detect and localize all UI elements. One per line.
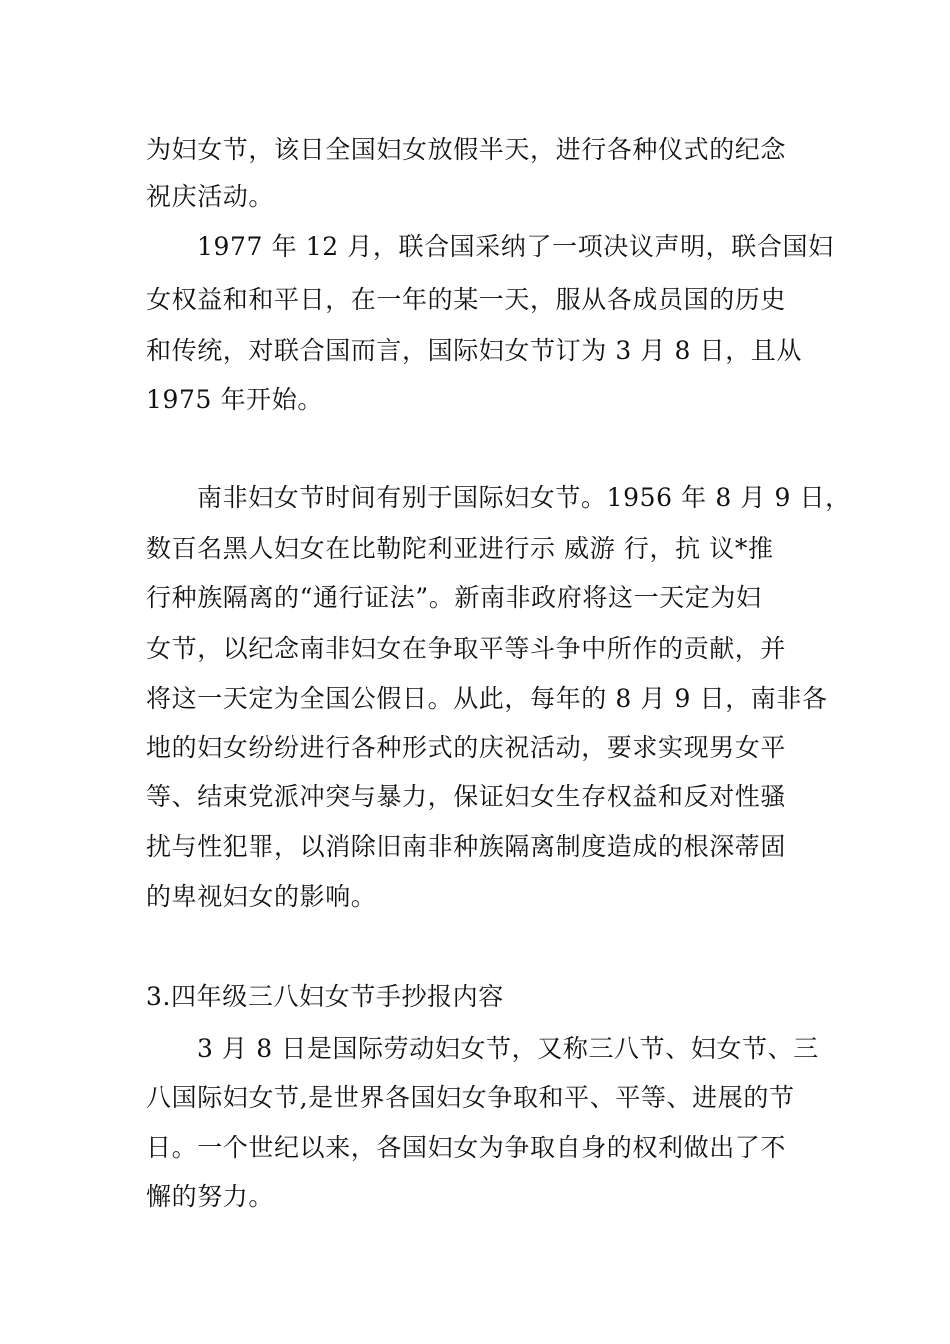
text-line: 地的妇女纷纷进行各种形式的庆祝活动，要求实现男女平: [146, 733, 787, 762]
text-line: 1975 年开始。: [146, 385, 323, 414]
text-line: 祝庆活动。: [146, 182, 275, 211]
text-line: 行种族隔离的“通行证法”。新南非政府将这一天定为妇: [146, 583, 762, 612]
text-line: 的卑视妇女的影响。: [146, 882, 377, 911]
text-line: 等、结束党派冲突与暴力，保证妇女生存权益和反对性骚: [146, 782, 787, 811]
text-line: 和传统，对联合国而言，国际妇女节订为 3 月 8 日，且从: [146, 336, 803, 365]
paragraph-first-line: 3 月 8 日是国际劳动妇女节，又称三八节、妇女节、三: [197, 1034, 819, 1063]
text-line: 懈的努力。: [146, 1182, 275, 1211]
section-heading: 3.四年级三八妇女节手抄报内容: [146, 982, 504, 1011]
text-line: 为妇女节，该日全国妇女放假半天，进行各种仪式的纪念: [146, 135, 787, 164]
text-line: 女权益和和平日，在一年的某一天，服从各成员国的历史: [146, 285, 787, 314]
text-line: 将这一天定为全国公假日。从此，每年的 8 月 9 日，南非各: [146, 684, 828, 713]
text-line: 女节，以纪念南非妇女在争取平等斗争中所作的贡献，并: [146, 634, 787, 663]
text-line: 扰与性犯罪，以消除旧南非种族隔离制度造成的根深蒂固: [146, 832, 787, 861]
text-line: 数百名黑人妇女在比勒陀利亚进行示 威游 行，抗 议*推: [146, 534, 774, 563]
paragraph-first-line: 南非妇女节时间有别于国际妇女节。1956 年 8 月 9 日，: [197, 483, 851, 512]
text-line: 八国际妇女节,是世界各国妇女争取和平、平等、进展的节: [146, 1083, 795, 1112]
paragraph-first-line: 1977 年 12 月，联合国采纳了一项决议声明，联合国妇: [197, 232, 834, 261]
text-line: 日。一个世纪以来，各国妇女为争取自身的权利做出了不: [146, 1133, 787, 1162]
